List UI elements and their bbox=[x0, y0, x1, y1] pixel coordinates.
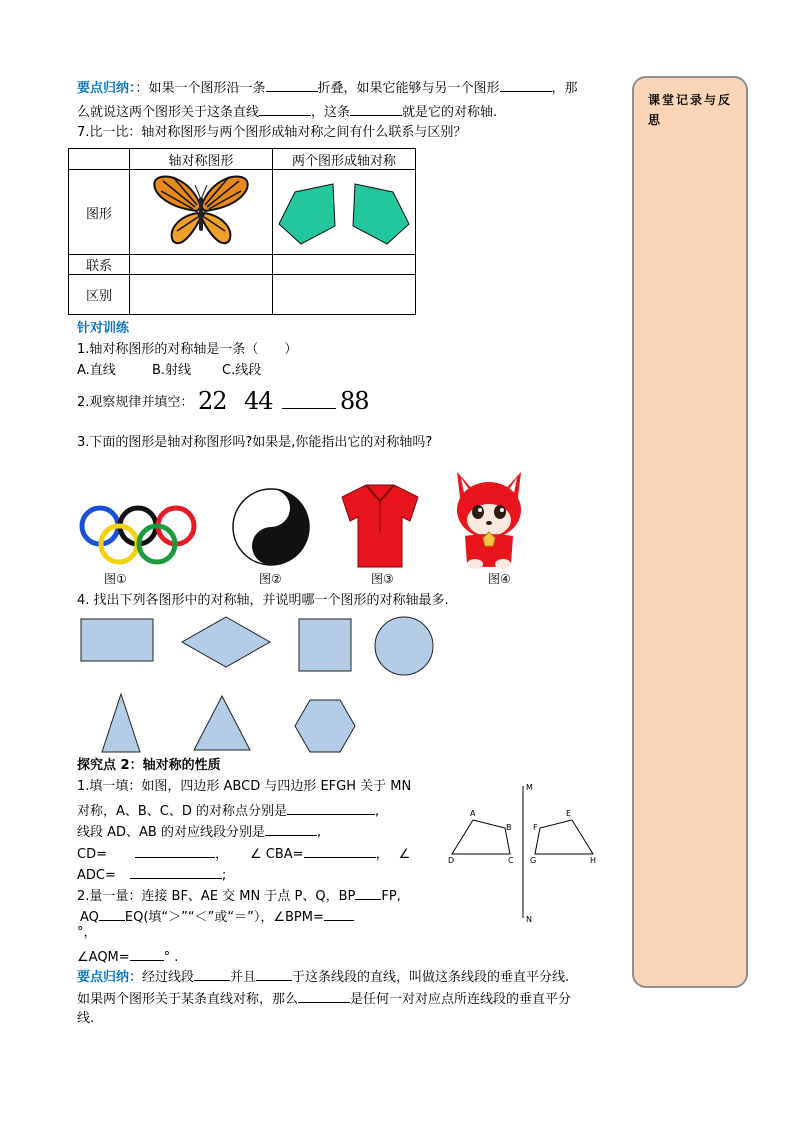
circle-shape bbox=[374, 616, 434, 676]
label-n: N bbox=[526, 915, 532, 924]
caption-fig2: 图② bbox=[259, 572, 282, 586]
caption-fig3: 图③ bbox=[371, 572, 394, 586]
caption-fig1: 图① bbox=[104, 572, 127, 586]
blank[interactable] bbox=[256, 966, 292, 981]
summary2-line1: 要点归纳：经过线段 并且 于这条线段的直线，叫做这条线段的垂直平分线. bbox=[77, 966, 569, 987]
yin-yang-image bbox=[231, 487, 311, 567]
summary1-line2: 么就说这两个图形关于这条直线 ，这条 就是它的对称轴. bbox=[77, 101, 497, 122]
summary2-line3: 线. bbox=[77, 1011, 95, 1026]
label-h: H bbox=[590, 856, 597, 865]
butterfly-image bbox=[151, 171, 251, 249]
pattern-44: 44 bbox=[244, 387, 273, 415]
training-q1-option-c: C.线段 bbox=[222, 363, 262, 378]
fill1-line-a: 1.填一填：如图，四边形 ABCD 与四边形 EFGH 关于 MN bbox=[77, 779, 412, 794]
diff-cell-1[interactable] bbox=[130, 275, 273, 315]
label-f: F bbox=[533, 823, 538, 832]
training-heading: 针对训练 bbox=[77, 321, 130, 336]
table-row-figure: 图形 bbox=[69, 170, 130, 255]
fill1-line-b: 对称，A、B、C、D 的对称点分别是 , bbox=[77, 800, 379, 821]
training-q1-option-b: B.射线 bbox=[152, 363, 192, 378]
pentagon-pair-cell bbox=[273, 170, 416, 255]
measure-deg: °， bbox=[77, 925, 97, 940]
pentagon-pair-image bbox=[273, 170, 415, 250]
blank[interactable] bbox=[266, 77, 318, 92]
explore2-heading: 探究点 2：轴对称的性质 bbox=[77, 758, 221, 773]
label-c: C bbox=[508, 856, 514, 865]
blank[interactable] bbox=[304, 843, 376, 858]
blank[interactable] bbox=[324, 906, 354, 921]
symmetry-figure bbox=[440, 778, 605, 926]
notes-panel bbox=[632, 76, 748, 988]
pattern-88: 88 bbox=[340, 387, 369, 415]
butterfly-cell bbox=[130, 170, 273, 255]
notes-panel-title: 课堂记录与反思 bbox=[648, 93, 733, 127]
measure-line-a: 2.量一量：连接 BF、AE 交 MN 于点 P、Q，BP FP, bbox=[77, 885, 401, 906]
pattern-22: 22 bbox=[198, 387, 227, 415]
training-q2-label: 2.观察规律并填空： bbox=[77, 395, 194, 410]
olympic-rings-image bbox=[76, 504, 202, 568]
equilateral-triangle-shape bbox=[193, 695, 251, 751]
blank[interactable] bbox=[130, 946, 164, 961]
blank[interactable] bbox=[194, 966, 230, 981]
blank[interactable] bbox=[259, 101, 311, 116]
pattern-blank[interactable] bbox=[282, 408, 336, 409]
link-cell-1[interactable] bbox=[130, 255, 273, 275]
label-b: B bbox=[506, 823, 512, 832]
diff-cell-2[interactable] bbox=[273, 275, 416, 315]
label-d: D bbox=[448, 856, 455, 865]
label-a: A bbox=[470, 809, 476, 818]
red-shirt-image bbox=[340, 483, 420, 569]
summary1-line1: 要点归纳：：如果一个图形沿一条 折叠，如果它能够与另一个图形 ，那 bbox=[77, 77, 578, 98]
fill1-line-e: ADC= ; bbox=[77, 864, 226, 885]
question-7: 7.比一比：轴对称图形与两个图形成轴对称之间有什么联系与区别？ bbox=[77, 125, 467, 140]
red-fox-toy-image bbox=[449, 466, 529, 570]
square-shape bbox=[298, 618, 352, 672]
blank[interactable] bbox=[135, 843, 215, 858]
fill1-line-d: CD= ， ∠ CBA= ， ∠ bbox=[77, 843, 410, 864]
blank[interactable] bbox=[355, 885, 381, 900]
compare-table bbox=[68, 148, 416, 315]
caption-fig4: 图④ bbox=[488, 572, 511, 586]
training-q4: 4. 找出下列各图形中的对称轴，并说明哪一个图形的对称轴最多. bbox=[77, 593, 449, 608]
label-m: M bbox=[526, 783, 533, 792]
measure-line-c: ∠AQM= ° . bbox=[77, 946, 178, 967]
table-col2: 两个图形成轴对称 bbox=[273, 149, 416, 170]
isosceles-triangle-shape bbox=[101, 693, 141, 753]
hexagon-shape bbox=[294, 699, 356, 753]
rectangle-shape bbox=[80, 618, 154, 662]
summary2-line2: 如果两个图形关于某条直线对称，那么 是任何一对对应点所连线段的垂直平分 bbox=[77, 988, 571, 1009]
summary1-label: 要点归纳： bbox=[77, 81, 136, 96]
label-g: G bbox=[530, 856, 537, 865]
measure-line-b: AQ EQ(填“＞”“＜”或“＝”），∠BPM= bbox=[80, 906, 354, 927]
fill1-line-c: 线段 AD、AB 的对应线段分别是 , bbox=[77, 821, 321, 842]
blank[interactable] bbox=[350, 101, 402, 116]
blank[interactable] bbox=[500, 77, 552, 92]
table-row-link: 联系 bbox=[69, 255, 130, 275]
blank[interactable] bbox=[298, 988, 350, 1003]
blank[interactable] bbox=[99, 906, 125, 921]
table-row-diff: 区别 bbox=[69, 275, 130, 315]
summary2-label: 要点归纳： bbox=[77, 970, 143, 985]
rhombus-shape bbox=[181, 616, 271, 668]
blank[interactable] bbox=[265, 821, 317, 836]
table-col1: 轴对称图形 bbox=[130, 149, 273, 170]
training-q1-option-a: A.直线 bbox=[77, 363, 116, 378]
training-q3: 3.下面的图形是轴对称图形吗?如果是,你能指出它的对称轴吗? bbox=[77, 435, 433, 450]
link-cell-2[interactable] bbox=[273, 255, 416, 275]
blank[interactable] bbox=[287, 800, 375, 815]
training-q1: 1.轴对称图形的对称轴是一条（ ） bbox=[77, 342, 298, 357]
blank[interactable] bbox=[130, 864, 222, 879]
label-e: E bbox=[566, 809, 572, 818]
